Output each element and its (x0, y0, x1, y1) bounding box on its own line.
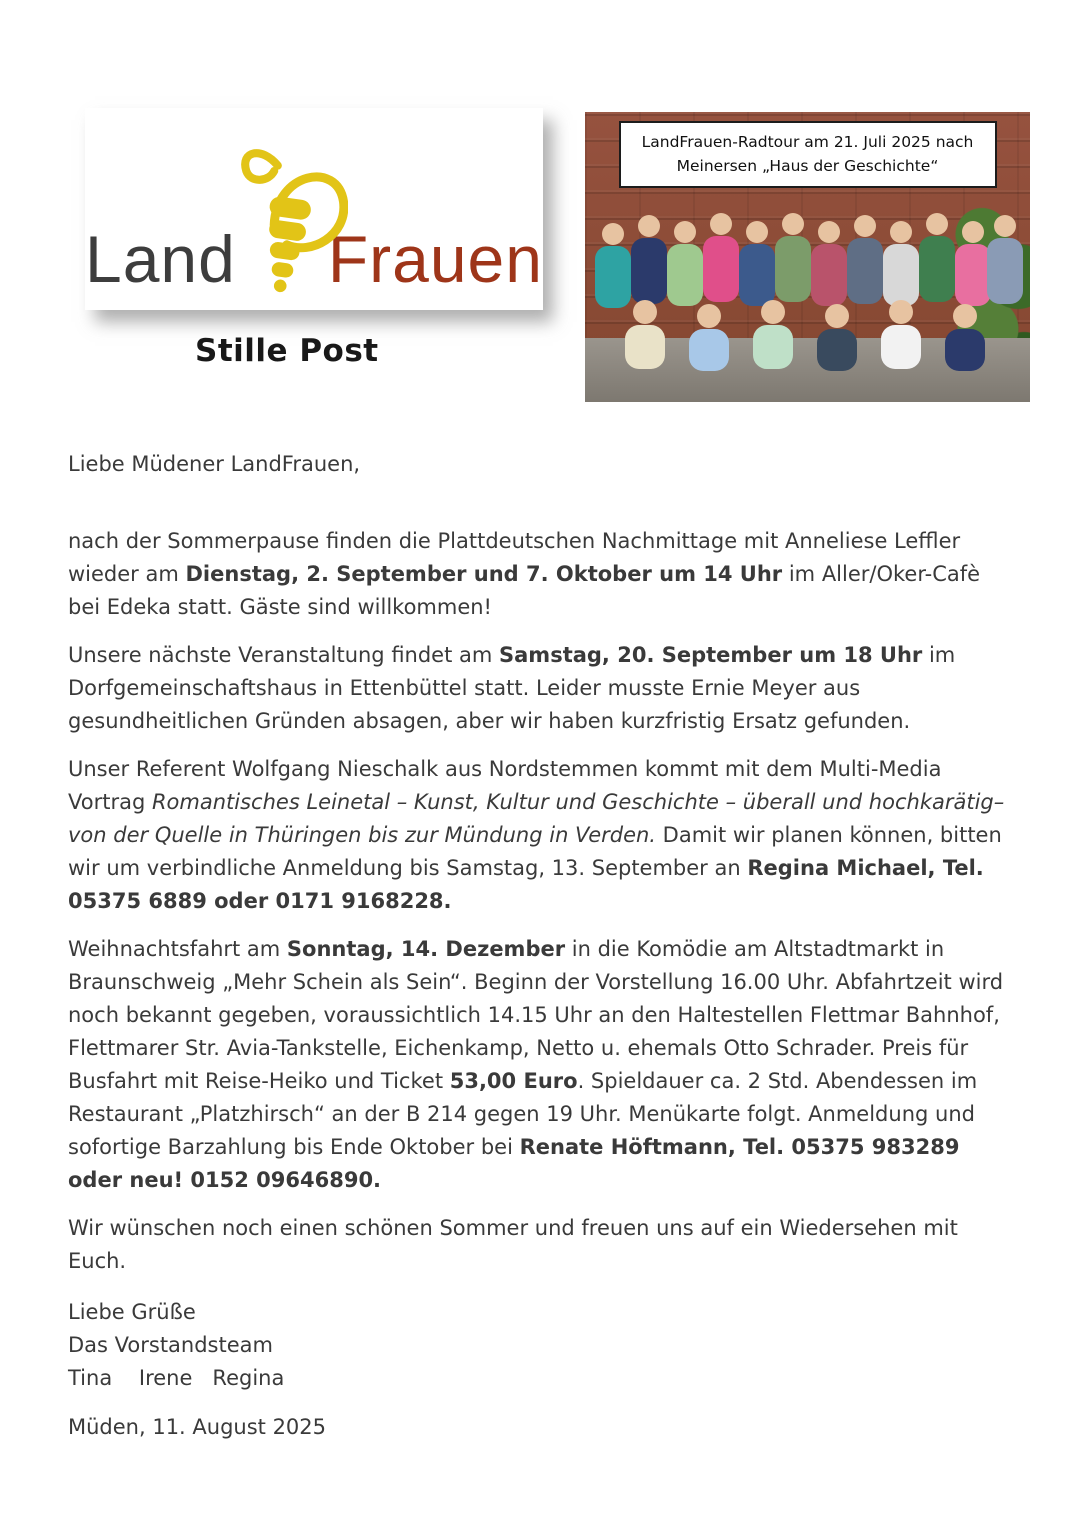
text-run: Samstag, 20. September um 18 Uhr (499, 643, 923, 667)
closing-block (68, 1296, 1012, 1395)
photo-caption-line2: Meinersen „Haus der Geschichte“ (676, 157, 939, 176)
paragraph (68, 1212, 1012, 1278)
text-run: in die Komödie am Altstadtmarkt in Braunschweig „Mehr Schein als Sein“. Beginn der Vorstellung 16.00 Uhr. Abfahrtzeit wird noch bekannt gegeben, voraussichtlich 14.15 Uhr an den Haltestellen Flettmar Bahnhof, Flettmarer Str. Avia-Tankstelle, Eichenkamp, Netto u. ehemals Otto Schrader. Preis für Busfahrt mit Reise-Heiko und Ticket (68, 937, 1004, 1093)
paragraph (68, 933, 1012, 1197)
text-run: Unsere nächste Veranstaltung findet am (68, 643, 500, 667)
letter-body (68, 448, 1012, 1444)
text-run: Dienstag, 2. September und 7. Oktober um 14 Uhr (185, 562, 783, 586)
header (0, 0, 1080, 445)
paragraph (68, 525, 1012, 624)
text-run: Sonntag, 14. Dezember (286, 937, 566, 961)
closing-line-team: Das Vorstandsteam (68, 1333, 273, 1357)
text-run: Damit wir planen können, bitten wir um verbindliche Anmeldung bis Samstag, 13. September an (68, 823, 1002, 880)
logo-word-frauen: Frauen (327, 222, 543, 296)
dateline: Müden, 11. August 2025 (68, 1415, 327, 1439)
logo-word-land: Land (85, 222, 236, 296)
salutation: Liebe Müdener LandFrauen, (68, 452, 361, 476)
text-run: 53,00 Euro (449, 1069, 578, 1093)
newsletter-title: Stille Post (195, 333, 379, 369)
text-run: Wir wünschen noch einen schönen Sommer und freuen uns auf ein Wiedersehen mit Euch. (68, 1216, 958, 1273)
text-run: im Aller/Oker-Cafè bei Edeka statt. Gäste sind willkommen! (68, 562, 981, 619)
paragraph (68, 639, 1012, 738)
landfrauen-logo (85, 108, 543, 310)
photo-caption (619, 121, 997, 188)
text-run: Renate Höftmann, Tel. 05375 983289 oder neu! 0152 09646890. (68, 1135, 960, 1192)
bee-icon (230, 232, 334, 292)
text-run: . Spieldauer ca. 2 Std. Abendessen im Restaurant „Platzhirsch“ an der B 214 gegen 19 Uhr. Menükarte folgt. Anmeldung und sofortige Barzahlung bis Ende Oktober bei (68, 1069, 978, 1159)
group-photo (585, 112, 1030, 402)
photo-caption-line1: LandFrauen-Radtour am 21. Juli 2025 nach (641, 133, 974, 151)
closing-line-names: Tina Irene Regina (68, 1366, 285, 1390)
text-run: Regina Michael, Tel. 05375 6889 oder 0171 9168228. (68, 856, 984, 913)
text-run: Weihnachtsfahrt am (68, 937, 287, 961)
text-run: nach der Sommerpause finden die Plattdeutschen Nachmittage mit Anneliese Leffler wieder am (68, 529, 961, 586)
body-paragraphs (68, 525, 1012, 1278)
text-run: Unser Referent Wolfgang Nieschalk aus Nordstemmen kommt mit dem Multi-Media Vortrag (68, 757, 942, 814)
closing-line-greeting: Liebe Grüße (68, 1300, 196, 1324)
text-run: Romantisches Leinetal – Kunst, Kultur und Geschichte – überall und hochkarätig– von der Quelle in Thüringen bis zur Mündung in Verden. (68, 790, 1005, 847)
text-run: im Dorfgemeinschaftshaus in Ettenbüttel statt. Leider musste Ernie Meyer aus gesundheitlichen Gründen absagen, aber wir haben kurzfristig Ersatz gefunden. (68, 643, 956, 733)
paragraph (68, 753, 1012, 918)
